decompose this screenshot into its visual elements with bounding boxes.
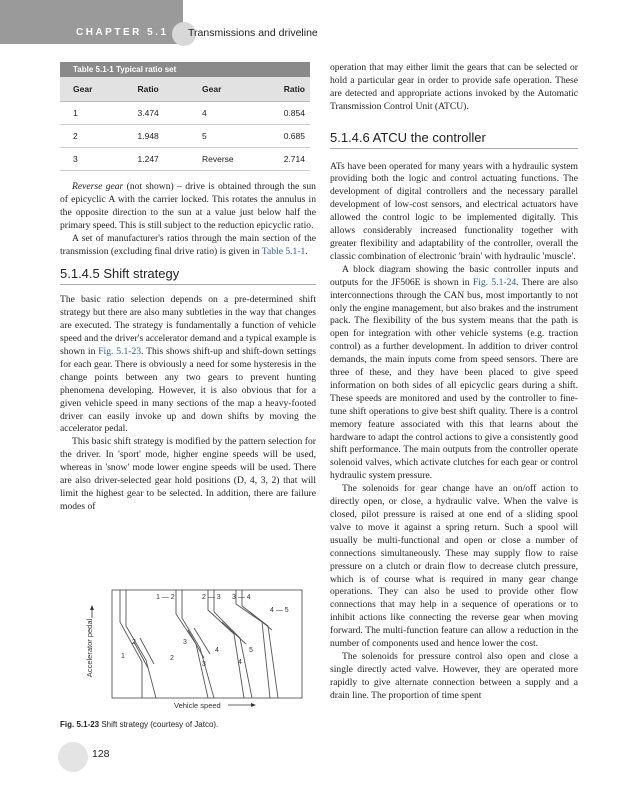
table-header-cell: Gear [202,84,222,94]
table-caption: Table 5.1-1 Typical ratio set [60,62,310,77]
shift-label: 1 — 2 [156,594,175,601]
curve-label: 1 [121,653,125,660]
running-header [0,0,626,44]
shift-label: 3 — 4 [232,594,251,601]
running-title: Transmissions and driveline [188,27,318,39]
figure-number: Fig. 5.1-23 [60,720,100,729]
curve-label: 2 [170,655,174,662]
table-row [60,125,310,148]
right-column [330,62,578,703]
paragraph-text: A set of manufacturer's ratios through the main section of the transmission (excluding final drive ratio) is given in [60,232,316,257]
table-header-cell: Gear [73,84,93,94]
figure-link[interactable]: Fig. 5.1-24 [472,276,517,288]
ratio-table [60,62,310,171]
curve-4-3-down [214,590,252,698]
table-link[interactable]: Table 5.1-1 [261,245,306,257]
hatch-line [222,622,246,644]
left-column [60,181,316,514]
table-cell: 1.948 [137,131,159,141]
table-row [60,148,310,171]
paragraph-text: The basic ratio selection depends on a pre-determined shift strategy but there are also many subtleties in the way that changes are executed. The strategy is fundamentally a function of vehicle speed and the driver's accelerator demand and a typical example is shown in [60,294,316,357]
paragraph [60,294,316,436]
table-header-row [60,77,310,102]
term-reverse-gear: Reverse gear [72,181,124,192]
curve-label: 4 [238,659,242,666]
hatch-line [250,612,272,630]
table-row [60,102,310,125]
table-cell: Reverse [202,154,234,164]
table-header-cell: Ratio [283,84,305,94]
table-cell: 4 [202,108,207,118]
table-cell: 0.685 [283,131,305,141]
hatch-line [134,642,148,668]
table-cell: 5 [202,131,207,141]
table-cell: 0.854 [283,108,305,118]
shift-label: 4 — 5 [270,607,289,614]
curve-label: 3 [183,639,187,646]
curve-2-1-down [126,590,156,698]
table-cell: 3 [73,154,78,164]
shift-label: 2 — 3 [202,594,221,601]
figure-link[interactable]: Fig. 5.1-23 [98,345,142,357]
x-arrowhead [251,703,256,707]
figure-caption-text: Shift strategy (courtesy of Jatco). [99,720,219,729]
section-heading: 5.1.4.5 Shift strategy [60,268,316,285]
figure-caption [60,720,218,729]
paragraph: The solenoids for pressure control also open and close a single directly acted valve. However, they are operated more rapidly to give alternate connection between a supply and a drain line. The proportion of time spent [330,650,578,701]
hatch-line [194,628,210,654]
table-cell: 1.247 [137,154,159,164]
curve-1-2-up [120,590,142,698]
page-number: 128 [92,748,110,760]
table-header-cell: Ratio [137,84,159,94]
paragraph: ATs have been operated for many years with a hydraulic system providing both the logic and control actuating functions. The development of digital controllers and the necessary parallel development of low-cost sensors, and electrical actuators have allowed the control logic to be implemented digitally. This allows considerably increased functionality together with greater flexibility and adaptability of the controller, overall the classic combination of electronic 'brain' with hydraulic 'muscle'. [330,160,578,262]
table-cell: 1 [73,108,78,118]
shift-curves [120,590,278,698]
shift-strategy-figure [84,582,310,712]
paragraph-text: . This shows shift-up and shift-down settings for each gear. There is obviously a need for some hysteresis in the change points between any two gears to prevent hunting phenomena developing. However, it is also obvious that for a given vehicle speed in many sections of the map a heavy-footed driver can easily invoke up and down shifts by moving the accelerator pedal. [60,345,316,435]
paragraph-text: . There are also interconnections through the CAN bus, most importantly to not only the engine management, but also brakes and the instrument pack. The flexibility of the bus system means that the path is open for integration with other vehicle systems (e.g. traction control) as a further development. In addition to driver control demands, the main inputs come from speed sensors. There are three of these, and they have been placed to give speed information on both sides of all epicyclic gears during a shift. These speeds are monitored and used by the controller to fine-tune shift operations to give best shift quality. There is a control memory feature associated with this that learns about the hardware to adapt the control actions to give a consistently good shift performance. The main outputs from the controller operate solenoid valves, which activate clutches for each gear or control hydraulic system pressure. [330,276,578,482]
table-cell: 2.714 [283,154,305,164]
table-cell: 2 [73,131,78,141]
paragraph: The solenoids for gear change have an on/off action to directly open, or close, a hydraulic valve. When the valve is closed, pilot pressure is raised at one end of a sliding spool valve to move it against a spring return. Such a spool will usually be multi-functional and open or close a number of connections simultaneously. These may supply flow to raise pressure on a clutch or drain flow to decrease clutch pressure, which is of course what is required in many gear change operations. They can also be used to provide other flow connections that may help in a sequence of operations or to inhibit actions like connecting the reverse gear when moving forward. The multi-function feature can allow a reduction in the number of components used and hence lower the cost. [330,483,578,650]
curve-label: 2 [132,639,136,646]
paragraph [330,264,578,483]
paragraph: operation that may either limit the gears that can be selected or hold a particular gear in order to provide safe operation. These are detected and appropriate actions invoked by the Automatic Transmission Control Unit (ATCU). [330,62,578,112]
curve-label: 4 [215,647,219,654]
curve-label: 5 [249,647,253,654]
curve-2-3-up [176,590,208,698]
hatch-line [188,630,204,658]
paragraph [60,233,316,259]
paragraph-text: . [305,245,308,257]
chapter-label: CHAPTER 5.1 [76,27,169,38]
paragraph-text: (not shown) – drive is obtained through the sun of epicyclic A with the carrier locked. This rotates the annulus in the opposite direction to the sun at a value just below half the primary speed. This is still subject to the reduction epicyclic ratio. [60,181,316,231]
paragraph-text: A block diagram showing the basic controller inputs and outputs for the JF506E is shown in [330,263,578,288]
paragraph [60,181,316,233]
page-number-circle [58,742,88,772]
y-axis-label: Accelerator pedal [85,618,94,678]
curve-label: 3 [202,661,206,668]
table-cell: 3.474 [137,108,159,118]
x-axis-label: Vehicle speed [174,701,221,710]
y-arrowhead [90,605,94,610]
paragraph: This basic shift strategy is modified by the pattern selection for the driver. In 'sport' mode, higher engine speeds will be used, whereas in 'snow' mode lower engine speeds will be used. There are also driver-selected gear hold positions (D, 4, 3, 2) that will limit the highest gear to be selected. In addition, there are failure modes of [60,436,316,512]
section-heading: 5.1.4.6 ATCU the controller [330,132,578,149]
hatch-line [140,638,154,664]
